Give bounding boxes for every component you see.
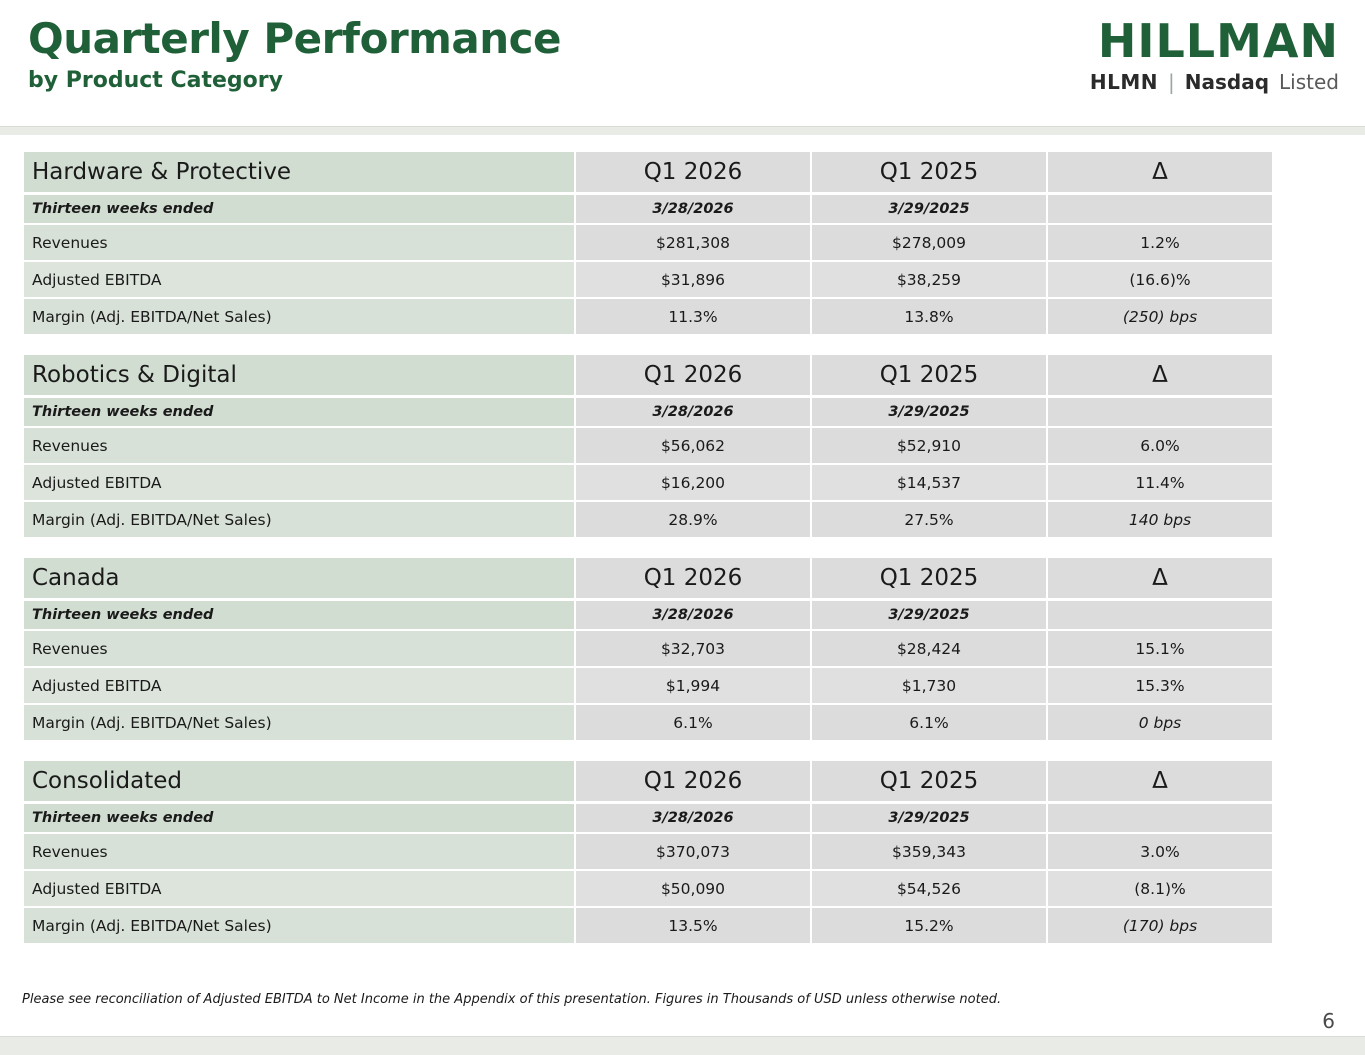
row-label-margin: Margin (Adj. EBITDA/Net Sales) <box>24 299 574 334</box>
revenues-current: $370,073 <box>576 834 810 869</box>
margin-prior: 13.8% <box>812 299 1046 334</box>
table-row <box>24 465 1264 500</box>
row-label-margin: Margin (Adj. EBITDA/Net Sales) <box>24 908 574 943</box>
page-subtitle: by Product Category <box>28 68 283 94</box>
date-prior: 3/29/2025 <box>812 398 1046 426</box>
row-label-margin: Margin (Adj. EBITDA/Net Sales) <box>24 705 574 740</box>
adjusted-ebitda-prior: $54,526 <box>812 871 1046 906</box>
column-header-delta: Δ <box>1048 355 1272 395</box>
row-label-revenues: Revenues <box>24 834 574 869</box>
page-title: Quarterly Performance <box>28 14 562 63</box>
weeks-ended-label: Thirteen weeks ended <box>24 601 574 629</box>
revenues-delta: 15.1% <box>1048 631 1272 666</box>
revenues-current: $56,062 <box>576 428 810 463</box>
slide-header <box>0 0 1365 128</box>
date-prior: 3/29/2025 <box>812 601 1046 629</box>
column-header-delta: Δ <box>1048 152 1272 192</box>
table-row <box>24 195 1264 223</box>
column-header-delta: Δ <box>1048 558 1272 598</box>
adjusted-ebitda-delta: 11.4% <box>1048 465 1272 500</box>
adjusted-ebitda-current: $50,090 <box>576 871 810 906</box>
header-divider <box>0 126 1365 135</box>
adjusted-ebitda-delta: (16.6)% <box>1048 262 1272 297</box>
row-label-adjusted-ebitda: Adjusted EBITDA <box>24 465 574 500</box>
logo-listed-label: Listed <box>1279 70 1339 94</box>
segment-table-canada <box>24 558 1264 740</box>
margin-prior: 15.2% <box>812 908 1046 943</box>
table-row <box>24 601 1264 629</box>
adjusted-ebitda-current: $16,200 <box>576 465 810 500</box>
revenues-current: $32,703 <box>576 631 810 666</box>
weeks-ended-label: Thirteen weeks ended <box>24 398 574 426</box>
margin-current: 13.5% <box>576 908 810 943</box>
segment-name: Canada <box>24 558 574 598</box>
row-label-revenues: Revenues <box>24 631 574 666</box>
revenues-prior: $359,343 <box>812 834 1046 869</box>
row-label-adjusted-ebitda: Adjusted EBITDA <box>24 668 574 703</box>
table-row <box>24 262 1264 297</box>
adjusted-ebitda-current: $31,896 <box>576 262 810 297</box>
segment-table-robotics-digital <box>24 355 1264 537</box>
date-current: 3/28/2026 <box>576 398 810 426</box>
segment-name: Hardware & Protective <box>24 152 574 192</box>
table-row <box>24 871 1264 906</box>
logo-exchange: Nasdaq <box>1184 70 1270 94</box>
date-current: 3/28/2026 <box>576 804 810 832</box>
table-row <box>24 705 1264 740</box>
segment-table-hardware-protective <box>24 152 1264 334</box>
revenues-current: $281,308 <box>576 225 810 260</box>
margin-prior: 27.5% <box>812 502 1046 537</box>
revenues-prior: $52,910 <box>812 428 1046 463</box>
column-header-current: Q1 2026 <box>576 355 810 395</box>
revenues-delta: 3.0% <box>1048 834 1272 869</box>
adjusted-ebitda-current: $1,994 <box>576 668 810 703</box>
table-row <box>24 398 1264 426</box>
revenues-delta: 1.2% <box>1048 225 1272 260</box>
company-logo <box>1089 14 1339 94</box>
page-number: 6 <box>1322 1009 1335 1033</box>
footer-band <box>0 1037 1365 1055</box>
table-header-row <box>24 558 1264 598</box>
logo-ticker: HLMN <box>1089 70 1158 94</box>
logo-wordmark: HILLMAN <box>1097 14 1339 68</box>
column-header-prior: Q1 2025 <box>812 761 1046 801</box>
column-header-prior: Q1 2025 <box>812 558 1046 598</box>
column-header-prior: Q1 2025 <box>812 152 1046 192</box>
segment-name: Consolidated <box>24 761 574 801</box>
column-header-current: Q1 2026 <box>576 558 810 598</box>
table-row <box>24 299 1264 334</box>
row-label-revenues: Revenues <box>24 428 574 463</box>
table-row <box>24 428 1264 463</box>
margin-delta: 0 bps <box>1048 705 1272 740</box>
adjusted-ebitda-prior: $38,259 <box>812 262 1046 297</box>
table-row <box>24 502 1264 537</box>
date-delta-blank <box>1048 804 1272 832</box>
date-current: 3/28/2026 <box>576 195 810 223</box>
adjusted-ebitda-delta: (8.1)% <box>1048 871 1272 906</box>
margin-current: 6.1% <box>576 705 810 740</box>
table-row <box>24 631 1264 666</box>
table-row <box>24 834 1264 869</box>
margin-delta: (250) bps <box>1048 299 1272 334</box>
column-header-delta: Δ <box>1048 761 1272 801</box>
segment-table-consolidated <box>24 761 1264 943</box>
column-header-current: Q1 2026 <box>576 152 810 192</box>
row-label-adjusted-ebitda: Adjusted EBITDA <box>24 262 574 297</box>
margin-delta: (170) bps <box>1048 908 1272 943</box>
date-delta-blank <box>1048 398 1272 426</box>
row-label-revenues: Revenues <box>24 225 574 260</box>
table-header-row <box>24 355 1264 395</box>
weeks-ended-label: Thirteen weeks ended <box>24 804 574 832</box>
date-delta-blank <box>1048 601 1272 629</box>
table-row <box>24 908 1264 943</box>
revenues-delta: 6.0% <box>1048 428 1272 463</box>
revenues-prior: $28,424 <box>812 631 1046 666</box>
date-delta-blank <box>1048 195 1272 223</box>
column-header-current: Q1 2026 <box>576 761 810 801</box>
table-row <box>24 804 1264 832</box>
date-prior: 3/29/2025 <box>812 804 1046 832</box>
segment-name: Robotics & Digital <box>24 355 574 395</box>
margin-prior: 6.1% <box>812 705 1046 740</box>
adjusted-ebitda-prior: $1,730 <box>812 668 1046 703</box>
row-label-margin: Margin (Adj. EBITDA/Net Sales) <box>24 502 574 537</box>
date-current: 3/28/2026 <box>576 601 810 629</box>
margin-current: 11.3% <box>576 299 810 334</box>
logo-divider: | <box>1168 70 1175 94</box>
adjusted-ebitda-prior: $14,537 <box>812 465 1046 500</box>
adjusted-ebitda-delta: 15.3% <box>1048 668 1272 703</box>
revenues-prior: $278,009 <box>812 225 1046 260</box>
weeks-ended-label: Thirteen weeks ended <box>24 195 574 223</box>
table-header-row <box>24 761 1264 801</box>
date-prior: 3/29/2025 <box>812 195 1046 223</box>
margin-delta: 140 bps <box>1048 502 1272 537</box>
segment-tables <box>24 152 1264 964</box>
logo-sub-line <box>1090 70 1339 94</box>
table-row <box>24 225 1264 260</box>
table-header-row <box>24 152 1264 192</box>
row-label-adjusted-ebitda: Adjusted EBITDA <box>24 871 574 906</box>
footnote: Please see reconciliation of Adjusted EBITDA to Net Income in the Appendix of this presentation. Figures in Thousands of USD unless otherwise noted. <box>22 992 1002 1007</box>
margin-current: 28.9% <box>576 502 810 537</box>
column-header-prior: Q1 2025 <box>812 355 1046 395</box>
title-block <box>28 16 561 93</box>
table-row <box>24 668 1264 703</box>
